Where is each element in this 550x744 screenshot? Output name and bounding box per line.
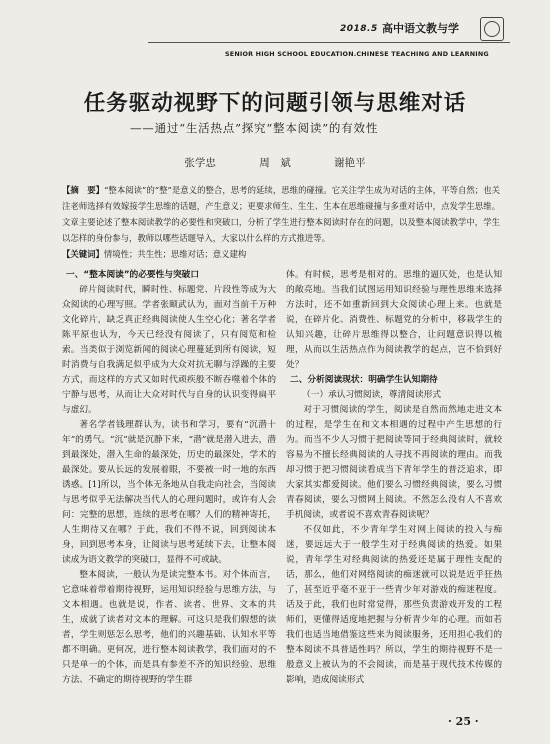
abstract-text: “整本阅读”的“整”是意义的整合，思考的延续，思维的碰撞。它关注学生成为对话的主体，平等自然；也关注老师选择有效嫁接学生思维的话题，产生意义；更要求师生、生生、生本在思维碰撞与多重对话中，点发学生思维。文章主要论述了整本阅读教学的必要性和突破口，分析了学生进行整本阅读时存在的问题，以及整本阅读教学中，学生以怎样的身份参与，教师以哪些话题导入，大家以什么样的方式推进等。 bbox=[62, 185, 501, 243]
keywords-text: 情境性；共生性；思维对话；意义建构 bbox=[103, 249, 247, 259]
author-name: 谢艳平 bbox=[334, 157, 366, 169]
journal-english-name: SENIOR HIGH SCHOOL EDUCATION.CHINESE TEACHING AND LEARNING bbox=[225, 50, 489, 58]
left-column bbox=[62, 268, 276, 688]
subsection-heading: （一）承认习惯阅读，尊清阅读形式 bbox=[302, 390, 441, 400]
body-paragraph: 对于习惯阅读的学生，阅读是自然而然地走进文本的过程，是学生在和文本相遇的过程中产生思想的行为。而当不少人习惯于把阅读等同于经典阅读时，就较容易为不擅长经典阅读的人寻找不再阅读的理由。而我却习惯于把习惯阅读看成当下青年学生的普泛追求，即大家其实都爱阅读。他们要么习惯经典阅读，要么习惯青春阅读，要么习惯网上阅读。不然怎么没有人不喜欢手机阅读，或者说不喜欢青春阅读呢？ bbox=[286, 405, 502, 520]
keywords-label: 【关键词】 bbox=[62, 249, 104, 259]
author-name: 张学忠 bbox=[184, 157, 216, 169]
header-rule bbox=[148, 42, 510, 43]
abstract-label: 【摘 要】 bbox=[62, 185, 105, 195]
journal-name: 高中语文教与学 bbox=[382, 22, 459, 35]
page-number: · 25 · bbox=[448, 715, 479, 728]
right-column bbox=[286, 268, 502, 688]
keywords bbox=[62, 246, 500, 262]
article-title: 任务驱动视野下的问题引领与思维对话 bbox=[83, 91, 467, 116]
journal-seal-icon bbox=[480, 17, 504, 41]
body-paragraph: 碎片阅读时代，瞬时性、标题党、片段性等成为大众阅读的心理写照。学者张颐武认为，面对当前千万种文化碎片，缺乏真正经典阅读使人生空心化；著名学者陈平原也认为，今天已经没有阅读了，只有阅览和检索。当类似于浏览新闻的阅读心理蔓延到所有阅读，短时消费与自我满足似乎成为大众对抗无聊与浮躁的主要方式，而这样的方式又如时代顽疾般不断吞噬着个体的宁静与思考，从而让大众对时代与自身的认识变得扁平与虚幻。 bbox=[62, 285, 276, 415]
body-paragraph: 整本阅读，一般认为是读完整本书。对个体而言，它意味着带着期待视野，运用知识经验与思维方法，与文本相遇。也就是说，作者、读者、世界、文本的共生，成就了读者对文本的理解。可这只是我们假想的读者，学生则惩怎么思考，他们的兴趣基础、认知水平等都不明确。更何况，进行整本阅读教学，我们面对的不只是单一的个体，而是具有参差不齐的知识经验、思维方法、不确定的期待视野的学生群 bbox=[62, 570, 276, 685]
body-paragraph: 不仅如此，不少青年学生对网上阅读的投入与痴迷，要远远大于一般学生对于经典阅读的热爱。如果说，青年学生对经典阅读的热爱还是属于理性支配的话，那么，他们对网络阅读的痴迷就可以说是近乎狂热了，甚至近乎毫不亚于一些青少年对游戏的痴迷程度。话及于此，我们也时常觉得，那些负责游戏开发的工程师们，更懂得适度地把握与分析青少年的心理。而如若我们也适当地借鉴这些来为阅读服务，还用担心我们的整本阅读不具普适性吗？所以，学生的期待视野不是一般意义上被认为的不会阅读，而是基于现代技术传媒的影响，造成阅读形式 bbox=[286, 525, 502, 685]
body-paragraph: 体。有时候，思考是相对的。思维的逼仄处，也是认知的敞亮地。当我们试图运用知识经验与理性思维来选择方法时，还不如重新回到大众阅读心理上来。也就是说，在碎片化、消费性、标题党的分析中，移栽学生的认知兴趣，让碎片思维得以整合，让问题意识得以梳理，从而以生活热点作为阅读教学的起点，岂不恰到好处？ bbox=[286, 270, 502, 370]
body-paragraph: 著名学者钱理群认为，读书和学习，要有“沉潜十年”的勇气。“沉”就是沉静下来，“潜”就是潜入进去，潜到最深处，潜入生命的最深处，历史的最深处，学术的最深处。要从长远的发展着眼，不要被一时一地的东西诱惑。[1]所以，当个体无条地从自我走向社会，当阅读与思考似乎无法解决当代人的心理问题时，或许有人会问：完整的思想，连续的思考在哪？人们的精神寄托，人生期待又在哪？于此，我们不得不说，回到阅读本身，回到思考本身，让阅读与思考延续下去，让整本阅读成为语文教学的突破口，显得不可或缺。 bbox=[62, 420, 276, 565]
section-heading: 一、“整本阅读”的必要性与突破口 bbox=[66, 270, 200, 280]
author-list bbox=[0, 155, 550, 170]
issue-number: 2018.5 bbox=[340, 24, 378, 34]
section-heading: 二、分析阅读现状：明确学生认知期待 bbox=[290, 375, 438, 385]
abstract bbox=[62, 182, 500, 246]
article-subtitle: ——通过“生活热点”探究“整本阅读”的有效性 bbox=[130, 121, 379, 135]
author-name: 周 斌 bbox=[259, 157, 291, 169]
